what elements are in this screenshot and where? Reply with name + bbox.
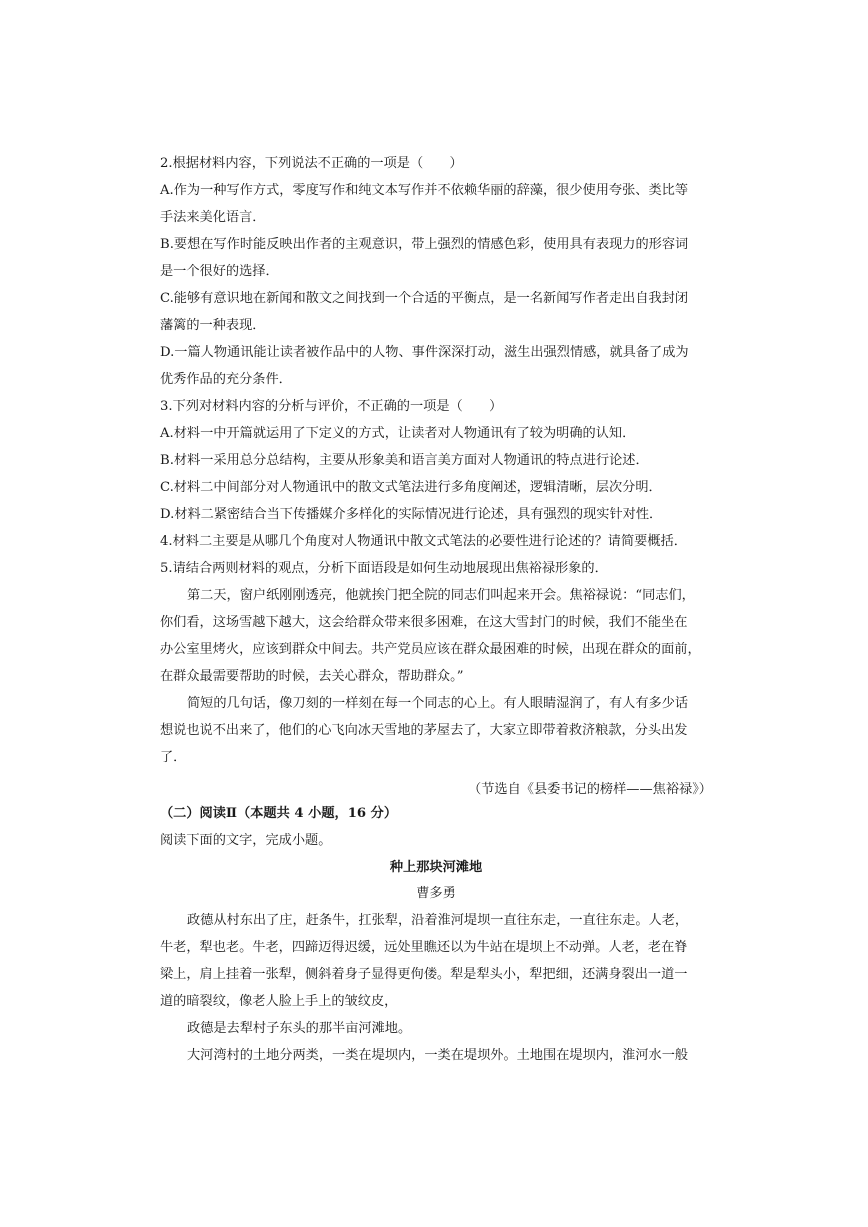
section-2-header (160, 800, 712, 854)
article-paragraph-1 (160, 907, 712, 1015)
excerpt-paragraph-1 (160, 582, 712, 690)
article-author: 曹多勇 (416, 886, 456, 901)
article-p1-line4: 道的暗裂纹，像老人脸上手上的皱纹皮， (160, 994, 398, 1009)
section-2-instruction: 阅读下面的文字，完成小题。 (160, 833, 332, 848)
q2-option-c-line1: C.能够有意识地在新闻和散文之间找到一个合适的平衡点，是一名新闻写作者走出自我封闭 (160, 291, 689, 306)
question-5: 5.请结合两则材料的观点，分析下面语段是如何生动地展现出焦裕禄形象的． (160, 561, 608, 576)
q2-option-a-line1: A.作为一种写作方式，零度写作和纯文本写作并不依赖华丽的辞藻，很少使用夸张、类比等 (160, 183, 689, 198)
q2-option-b-line2: 是一个很好的选择． (160, 264, 279, 279)
excerpt-p1-line1: 第二天，窗户纸刚刚透亮，他就挨门把全院的同志们叫起来开会。焦裕禄说：“同志们， (187, 588, 695, 603)
article-p1-line2: 牛老，犁也老。牛老，四蹄迈得迟缓，远处里瞧还以为牛站在堤坝上不动弹。人老，老在脊 (160, 940, 688, 955)
q3-option-a: A.材料一中开篇就运用了下定义的方式，让读者对人物通讯有了较为明确的认知． (160, 426, 636, 441)
questions-4-5 (160, 528, 712, 582)
question-2-stem: 2.根据材料内容，下列说法不正确的一项是（ ） (160, 156, 463, 171)
excerpt-p1-line3: 办公室里烤火，应该到群众中间去。共产党员应该在群众最困难的时候，出现在群众的面前， (160, 642, 701, 657)
question-3-stem: 3.下列对材料内容的分析与评价，不正确的一项是（ ） (160, 399, 503, 414)
excerpt-p2-line3: 了． (160, 750, 187, 765)
question-3 (160, 393, 712, 528)
excerpt-paragraph-2 (160, 690, 712, 771)
article-p1-line3: 梁上，肩上挂着一张犁，侧斜着身子显得更佝偻。犁是犁头小，犁把细，还满身裂出一道一 (160, 967, 688, 982)
q3-option-c: C.材料二中间部分对人物通讯中的散文式笔法进行多角度阐述，逻辑清晰，层次分明． (160, 480, 662, 495)
q2-option-c-line2: 藩篱的一种表现． (160, 318, 266, 333)
article-p1-line1: 政德从村东出了庄，赶条牛，扛张犁，沿着淮河堤坝一直往东走，一直往东走。人老， (187, 913, 689, 928)
excerpt-source: （节选自《县委书记的榜样——焦裕禄》） (468, 782, 712, 797)
excerpt-p1-line2: 你们看，这场雪越下越大，这会给群众带来很多困难，在这大雪封门的时候，我们不能坐在 (160, 615, 688, 630)
excerpt-p2-line2: 想说也说不出来了，他们的心飞向冰天雪地的茅屋去了，大家立即带着救济粮款，分头出发 (160, 723, 688, 738)
q2-option-b-line1: B.要想在写作时能反映出作者的主观意识，带上强烈的情感色彩，使用具有表现力的形容词 (160, 237, 689, 252)
article-p2-line1: 政德是去犁村子东头的那半亩河滩地。 (187, 1021, 412, 1036)
q2-option-a-line2: 手法来美化语言． (160, 210, 266, 225)
article-p3-line1: 大河湾村的土地分两类，一类在堤坝内，一类在堤坝外。土地围在堤坝内，淮河水一般 (187, 1048, 689, 1063)
article-paragraph-2 (160, 1015, 712, 1042)
question-2 (160, 150, 712, 393)
q3-option-b: B.材料一采用总分总结构，主要从形象美和语言美方面对人物通讯的特点进行论述． (160, 453, 649, 468)
excerpt-p1-line4: 在群众最需要帮助的时候，去关心群众，帮助群众。” (160, 669, 464, 684)
q3-option-d: D.材料二紧密结合当下传播媒介多样化的实际情况进行论述，具有强烈的现实针对性． (160, 507, 663, 522)
section-2-heading: （二）阅读Ⅱ（本题共 4 小题，16 分） (160, 806, 398, 821)
excerpt-p2-line1: 简短的几句话，像刀刻的一样刻在每一个同志的心上。有人眼睛湿润了，有人有多少话 (187, 696, 689, 711)
article-paragraph-3 (160, 1042, 712, 1069)
question-4: 4.材料二主要是从哪几个角度对人物通讯中散文式笔法的必要性进行论述的？请简要概括． (160, 534, 687, 549)
q2-option-d-line1: D.一篇人物通讯能让读者被作品中的人物、事件深深打动，滋生出强烈情感，就具备了成为 (160, 345, 689, 360)
q2-option-d-line2: 优秀作品的充分条件． (160, 372, 292, 387)
article-title: 种上那块河滩地 (389, 860, 483, 875)
